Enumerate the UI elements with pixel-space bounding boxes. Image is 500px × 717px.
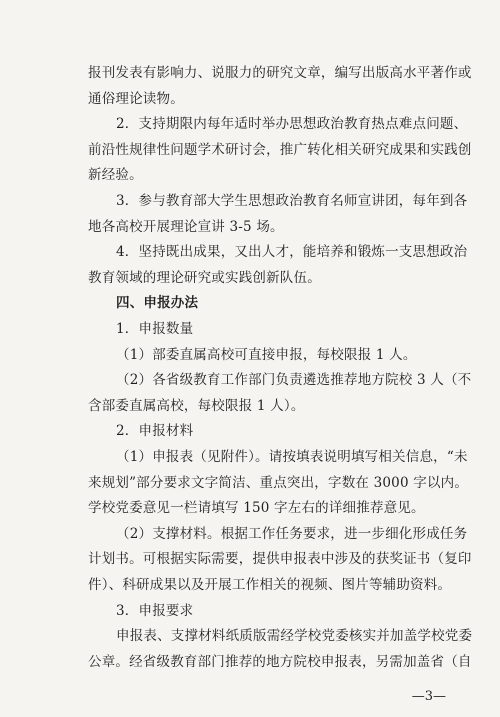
text-line: 计划书。可根据实际需要，提供申报表中涉及的获奖证书（复印 xyxy=(88,551,472,568)
text-line: （2）各省级教育工作部门负责遴选推荐地方院校 3 人（不 xyxy=(116,372,472,389)
text-line: 2．支持期限内每年适时举办思想政治教育热点难点问题、 xyxy=(116,116,468,133)
text-line: （1）申报表（见附件）。请按填表说明填写相关信息，“未 xyxy=(116,449,468,465)
text-line: 通俗理论读物。 xyxy=(88,90,184,107)
text-line: 申报表、支撑材料纸质版需经学校党委核实并加盖学校党委 xyxy=(116,628,473,645)
text-line: 教育领域的理论研究或实践创新队伍。 xyxy=(88,269,321,286)
subsection-heading: 1．申报数量 xyxy=(116,321,194,337)
text-line: 报刊发表有影响力、说服力的研究文章，编写出版高水平著作或 xyxy=(88,65,472,81)
subsection-heading: 3．申报要求 xyxy=(116,602,194,619)
text-line: 3．参与教育部大学生思想政治教育名师宣讲团，每年到各 xyxy=(116,193,468,209)
subsection-heading: 2．申报材料 xyxy=(116,423,194,440)
page-number: —3— xyxy=(411,689,446,704)
section-heading: 四、申报办法 xyxy=(116,295,199,312)
text-line: 公章。经省级教育部门推荐的地方院校申报表，另需加盖省（自 xyxy=(88,653,472,670)
text-line: 前沿性规律性问题学术研讨会，推广转化相关研究成果和实践创 xyxy=(88,141,472,158)
text-line: 来规划”部分要求文字简洁、重点突出，字数在 3000 字以内。 xyxy=(88,474,469,491)
text-line: （2）支撑材料。根据工作任务要求，进一步细化形成任务 xyxy=(116,525,468,542)
text-line: （1）部委直属高校可直接申报，每校限报 1 人。 xyxy=(116,346,417,363)
text-line: 地各高校开展理论宣讲 3-5 场。 xyxy=(88,218,284,235)
text-line: 4．坚持既出成果，又出人才，能培养和锻炼一支思想政治 xyxy=(116,244,468,261)
text-line: 新经验。 xyxy=(88,167,143,184)
text-line: 件）、科研成果以及开展工作相关的视频、图片等辅助资料。 xyxy=(88,577,452,593)
text-line: 含部委直属高校，每校限报 1 人）。 xyxy=(88,397,305,414)
text-line: 学校党委意见一栏请填写 150 字左右的详细推荐意见。 xyxy=(88,500,425,517)
